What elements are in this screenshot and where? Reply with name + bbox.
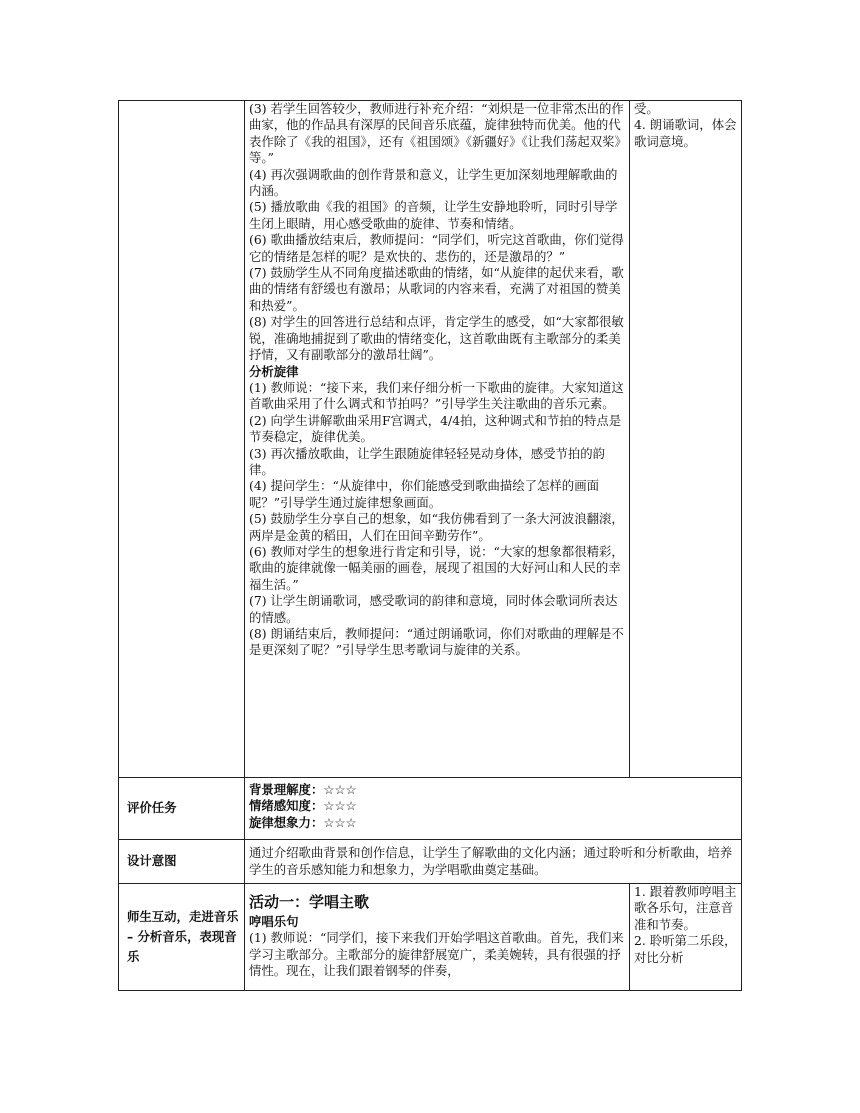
- evaluation-item: [249, 815, 737, 831]
- subsection-heading: 哼唱乐句: [249, 914, 299, 929]
- design-intent-cell: [245, 840, 742, 884]
- paragraph: (4) 提问学生：“从旋律中，你们能感受到歌曲描绘了怎样的画面呢？”引导学生通过旋律想象画面。: [249, 478, 599, 510]
- evaluation-item: [249, 798, 737, 814]
- paragraph: (5) 播放歌曲《我的祖国》的音频，让学生安静地聆听，同时引导学生闭上眼睛，用心感受歌曲的旋律、节奏和情绪。: [249, 199, 618, 231]
- process-cell: [245, 101, 630, 778]
- paragraph: (4) 再次强调歌曲的创作背景和意义，让学生更加深刻地理解歌曲的内涵。: [249, 166, 618, 199]
- paragraph: (1) 教师说：“接下来，我们来仔细分析一下歌曲的旋律。大家知道这首歌曲采用了什么调式和节拍吗？”引导学生关注歌曲的音乐元素。: [249, 379, 624, 412]
- evaluation-cell: [245, 778, 742, 840]
- paragraph: 通过介绍歌曲背景和创作信息，让学生了解歌曲的文化内涵；通过聆听和分析歌曲，培养学生的音乐感知能力和想象力，为学唱歌曲奠定基础。: [249, 845, 733, 877]
- paragraph: (2) 向学生讲解歌曲采用F宫调式，4/4拍，这种调式和节拍的特点是节奏稳定，旋律优美。: [249, 412, 622, 445]
- row-label: 师生互动，走进音乐 – 分析音乐，表现音乐: [119, 884, 245, 991]
- row-label-empty: [119, 101, 245, 778]
- paragraph: (3) 再次播放歌曲，让学生跟随旋律轻轻晃动身体，感受节拍的韵律。: [249, 445, 606, 477]
- evaluation-name: 背景理解度：: [249, 782, 324, 797]
- star-rating: ☆☆☆: [323, 798, 357, 814]
- section-heading: 分析旋律: [249, 363, 299, 379]
- paragraph: 受。: [634, 101, 659, 116]
- paragraph: (1) 教师说：“同学们，接下来我们开始学唱这首歌曲。首先，我们来学习主歌部分。主歌部分的旋律舒展宽广，柔美婉转，具有很强的抒情性。现在，让我们跟着钢琴的伴奏，: [249, 930, 624, 979]
- paragraph: 1. 跟着教师哼唱主歌各乐句，注意音准和节奏。: [634, 884, 737, 932]
- activity-cell: [245, 884, 630, 991]
- table-row: [119, 884, 742, 991]
- table-row: [119, 778, 742, 840]
- table-row: [119, 101, 742, 778]
- student-activity-content: [634, 884, 737, 990]
- row-label: 评价任务: [119, 778, 245, 840]
- paragraph: (8) 朗诵结束后，教师提问：“通过朗诵歌词，你们对歌曲的理解是不是更深刻了呢？”引导学生思考歌词与旋律的关系。: [249, 626, 624, 658]
- star-rating: ☆☆☆: [323, 814, 357, 830]
- paragraph: (8) 对学生的回答进行总结和点评，肯定学生的感受，如“大家都很敏锐，准确地捕捉到了歌曲的情绪变化，这首歌曲既有主歌部分的柔美抒情，又有副歌部分的激昂壮阔”。: [249, 314, 624, 363]
- paragraph: 4. 朗诵歌词，体会歌词意境。: [634, 117, 737, 149]
- paragraph: (3) 若学生回答较少，教师进行补充介绍：“刘炽是一位非常杰出的作曲家，他的作品具有深厚的民间音乐底蕴，旋律独特而优美。他的代表作除了《我的祖国》，还有《祖国颂》《新疆好》《让我们荡起双桨》等。”: [249, 101, 624, 166]
- lesson-plan-table: [118, 100, 742, 991]
- paragraph: (6) 歌曲播放结束后，教师提问：“同学们，听完这首歌曲，你们觉得它的情绪是怎样的呢？是欢快的、悲伤的，还是激昂的？”: [249, 232, 624, 264]
- evaluation-item: [249, 782, 737, 798]
- paragraph: 2. 聆听第二乐段，对比分析: [634, 933, 737, 965]
- row-label: 设计意图: [119, 840, 245, 884]
- evaluation-name: 情绪感知度：: [249, 798, 324, 814]
- student-activity-cell: [630, 884, 742, 991]
- star-rating: ☆☆☆: [323, 782, 357, 797]
- table-row: [119, 840, 742, 884]
- paragraph: (6) 教师对学生的想象进行肯定和引导，说：“大家的想象都很精彩，歌曲的旋律就像一幅美丽的画卷，展现了祖国的大好河山和人民的幸福生活。”: [249, 543, 624, 592]
- activity-title: 活动一：学唱主歌: [249, 893, 370, 911]
- student-activity-cell: [630, 101, 742, 778]
- evaluation-name: 旋律想象力：: [249, 814, 324, 830]
- paragraph: (5) 鼓励学生分享自己的想象，如“我仿佛看到了一条大河波浪翻滚，两岸是金黄的稻田，人们在田间辛勤劳作”。: [249, 511, 624, 543]
- activity-content: [249, 884, 625, 990]
- paragraph: (7) 让学生朗诵歌词，感受歌词的韵律和意境，同时体会歌词所表达的情感。: [249, 593, 618, 625]
- paragraph: (7) 鼓励学生从不同角度描述歌曲的情绪，如“从旋律的起伏来看，歌曲的情绪有舒缓也有激昂；从歌词的内容来看，充满了对祖国的赞美和热爱”。: [249, 265, 624, 313]
